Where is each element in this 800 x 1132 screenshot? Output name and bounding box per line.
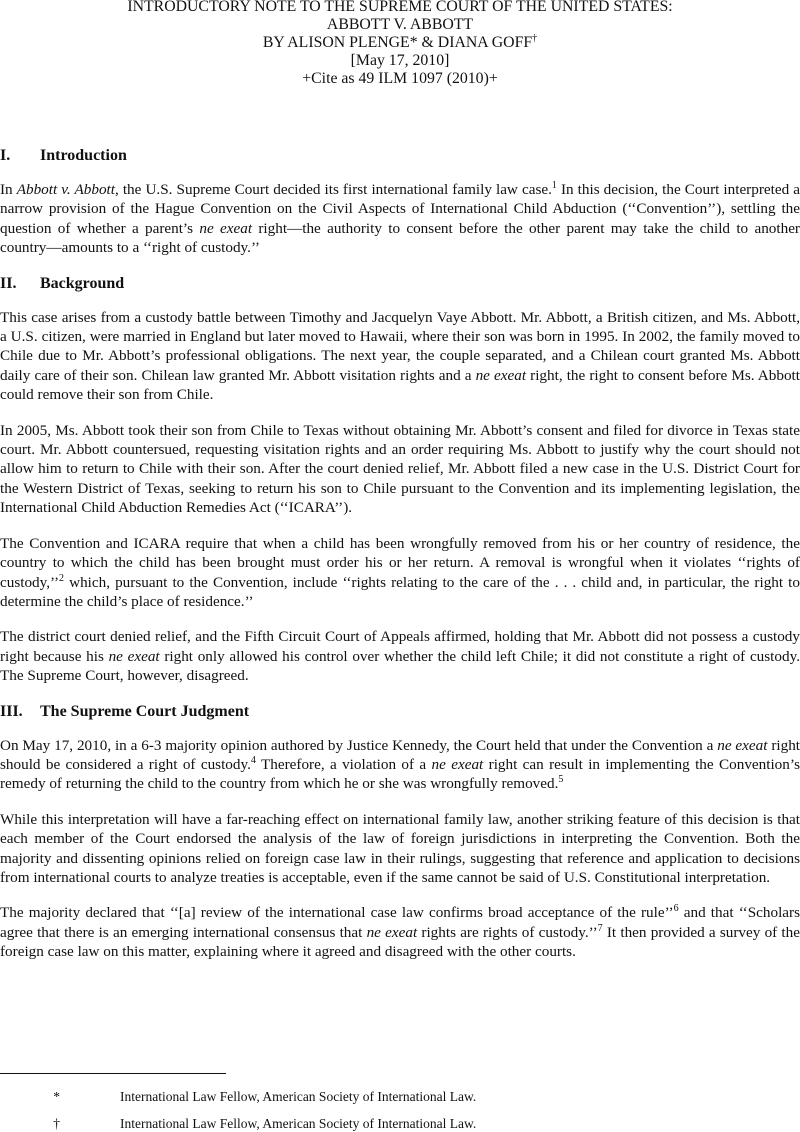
footnote-divider bbox=[0, 1073, 226, 1074]
case-name: ABBOTT V. ABBOTT bbox=[326, 16, 474, 33]
footnote-ref: 2 bbox=[59, 572, 65, 584]
footnote-ref: 5 bbox=[558, 774, 564, 786]
section-heading-background: II. Background bbox=[0, 274, 125, 292]
footnote: † International Law Fellow, American Society of International Law. bbox=[53, 1116, 477, 1131]
citation-line: +Cite as 49 ILM 1097 (2010)+ bbox=[302, 70, 498, 87]
paragraph: In Abbott v. Abbott, the U.S. Supreme Court decided its first international family law case.$^1$ In this decision, the Court interpreted a narrow provision of the Hague Convention on the Civil Aspects of International Child Abduction (‘‘Convention’’), settling the question of whether a parent’s ne exeat right—the authority to consent before the other parent may take the child to another country—amounts to a ‘‘right of custody.’’ bbox=[0, 180, 800, 257]
footnote-ref: 7 bbox=[597, 922, 603, 934]
body-content bbox=[0, 146, 800, 978]
section-heading-judgment: III. The Supreme Court Judgment bbox=[0, 702, 250, 720]
footnote-mark: † bbox=[532, 33, 538, 44]
footnote-ref: 1 bbox=[551, 180, 557, 191]
section-heading-introduction: I. Introduction bbox=[0, 147, 127, 164]
title-line: INTRODUCTORY NOTE TO THE SUPREME COURT OF THE UNITED STATES: bbox=[127, 0, 673, 15]
footnote-ref: 4 bbox=[250, 754, 256, 766]
paragraph: While this interpretation will have a far-reaching effect on international family law, another striking feature of this decision is that each member of the Court endorsed the analysis of the law of foreign jurisdictions in interpreting the Convention. Both the majority and dissenting opinions relied on foreign case law in their rulings, suggesting that reference and application to decisions from international courts to analyze treaties is acceptable, even if the same cannot be said of U.S. Constitutional interpretation. bbox=[0, 810, 800, 886]
paragraph: The Convention and ICARA require that when a child has been wrongfully removed from his or her country of residence, the country to which the child has been brought must order his or her return. A removal is wrongful when it violates ‘‘rights of custody,’’$^2$ which, pursuant to the Convention, include ‘‘rights relating to the care of the . . . child and, in particular, the right to determine the child’s place of residence.’’ bbox=[0, 534, 800, 610]
paragraph: This case arises from a custody battle between Timothy and Jacquelyn Vaye Abbott. Mr. Abbott, a British citizen, and Ms. Abbott, a U.S. citizen, were married in England but later moved to Hawaii, where their son was born in 1995. In 2002, the family moved to Chile due to Mr. Abbott’s professional obligations. The next year, the couple separated, and a Chilean court granted Ms. Abbott daily care of their son. Chilean law granted Mr. Abbott visitation rights and a ne exeat right, the right to consent before Ms. Abbott could remove their son from Chile. bbox=[0, 308, 800, 404]
date-line: [May 17, 2010] bbox=[350, 52, 450, 69]
paragraph: In 2005, Ms. Abbott took their son from Chile to Texas without obtaining Mr. Abbott’s consent and filed for divorce in Texas state court. Mr. Abbott countersued, requesting visitation rights and an order requiring Ms. Abbott to justify why the court should not allow him to return to Chile with their son. After the court denied relief, Mr. Abbott filed a new case in the U.S. District Court for the Western District of Texas, seeking to return his son to Chile pursuant to the Convention and its implementing legislation, the International Child Abduction Remedies Act (‘‘ICARA’’). bbox=[0, 421, 800, 517]
paragraph: The district court denied relief, and the Fifth Circuit Court of Appeals affirmed, holding that Mr. Abbott did not possess a custody right because his ne exeat right only allowed his control over whether the child left Chile; it did not constitute a right of custody. The Supreme Court, however, disagreed. bbox=[0, 628, 800, 685]
paragraph: The majority declared that ‘‘[a] review of the international case law confirms broad acceptance of the rule’’$^6$ and that ‘‘Scholars agree that there is an emerging international consensus that ne exeat rights are rights of custody.’’$^7$ It then provided a survey of the foreign case law on this matter, explaining where it agreed and disagreed with the other courts. bbox=[0, 903, 800, 961]
footnote-ref: 6 bbox=[673, 903, 679, 915]
paragraph: On May 17, 2010, in a 6-3 majority opinion authored by Justice Kennedy, the Court held that under the Convention a ne exeat right should be considered a right of custody.$^4$ Therefore, a violation of a ne exeat right can result in implementing the Convention’s remedy of returning the child to the country from which he or she was wrongfully removed.$^5$ bbox=[0, 736, 800, 793]
footnote: * International Law Fellow, American Society of International Law. bbox=[53, 1089, 477, 1104]
authors-line: BY ALISON PLENGE* & DIANA GOFF† bbox=[262, 33, 538, 51]
document-header bbox=[0, 0, 800, 88]
